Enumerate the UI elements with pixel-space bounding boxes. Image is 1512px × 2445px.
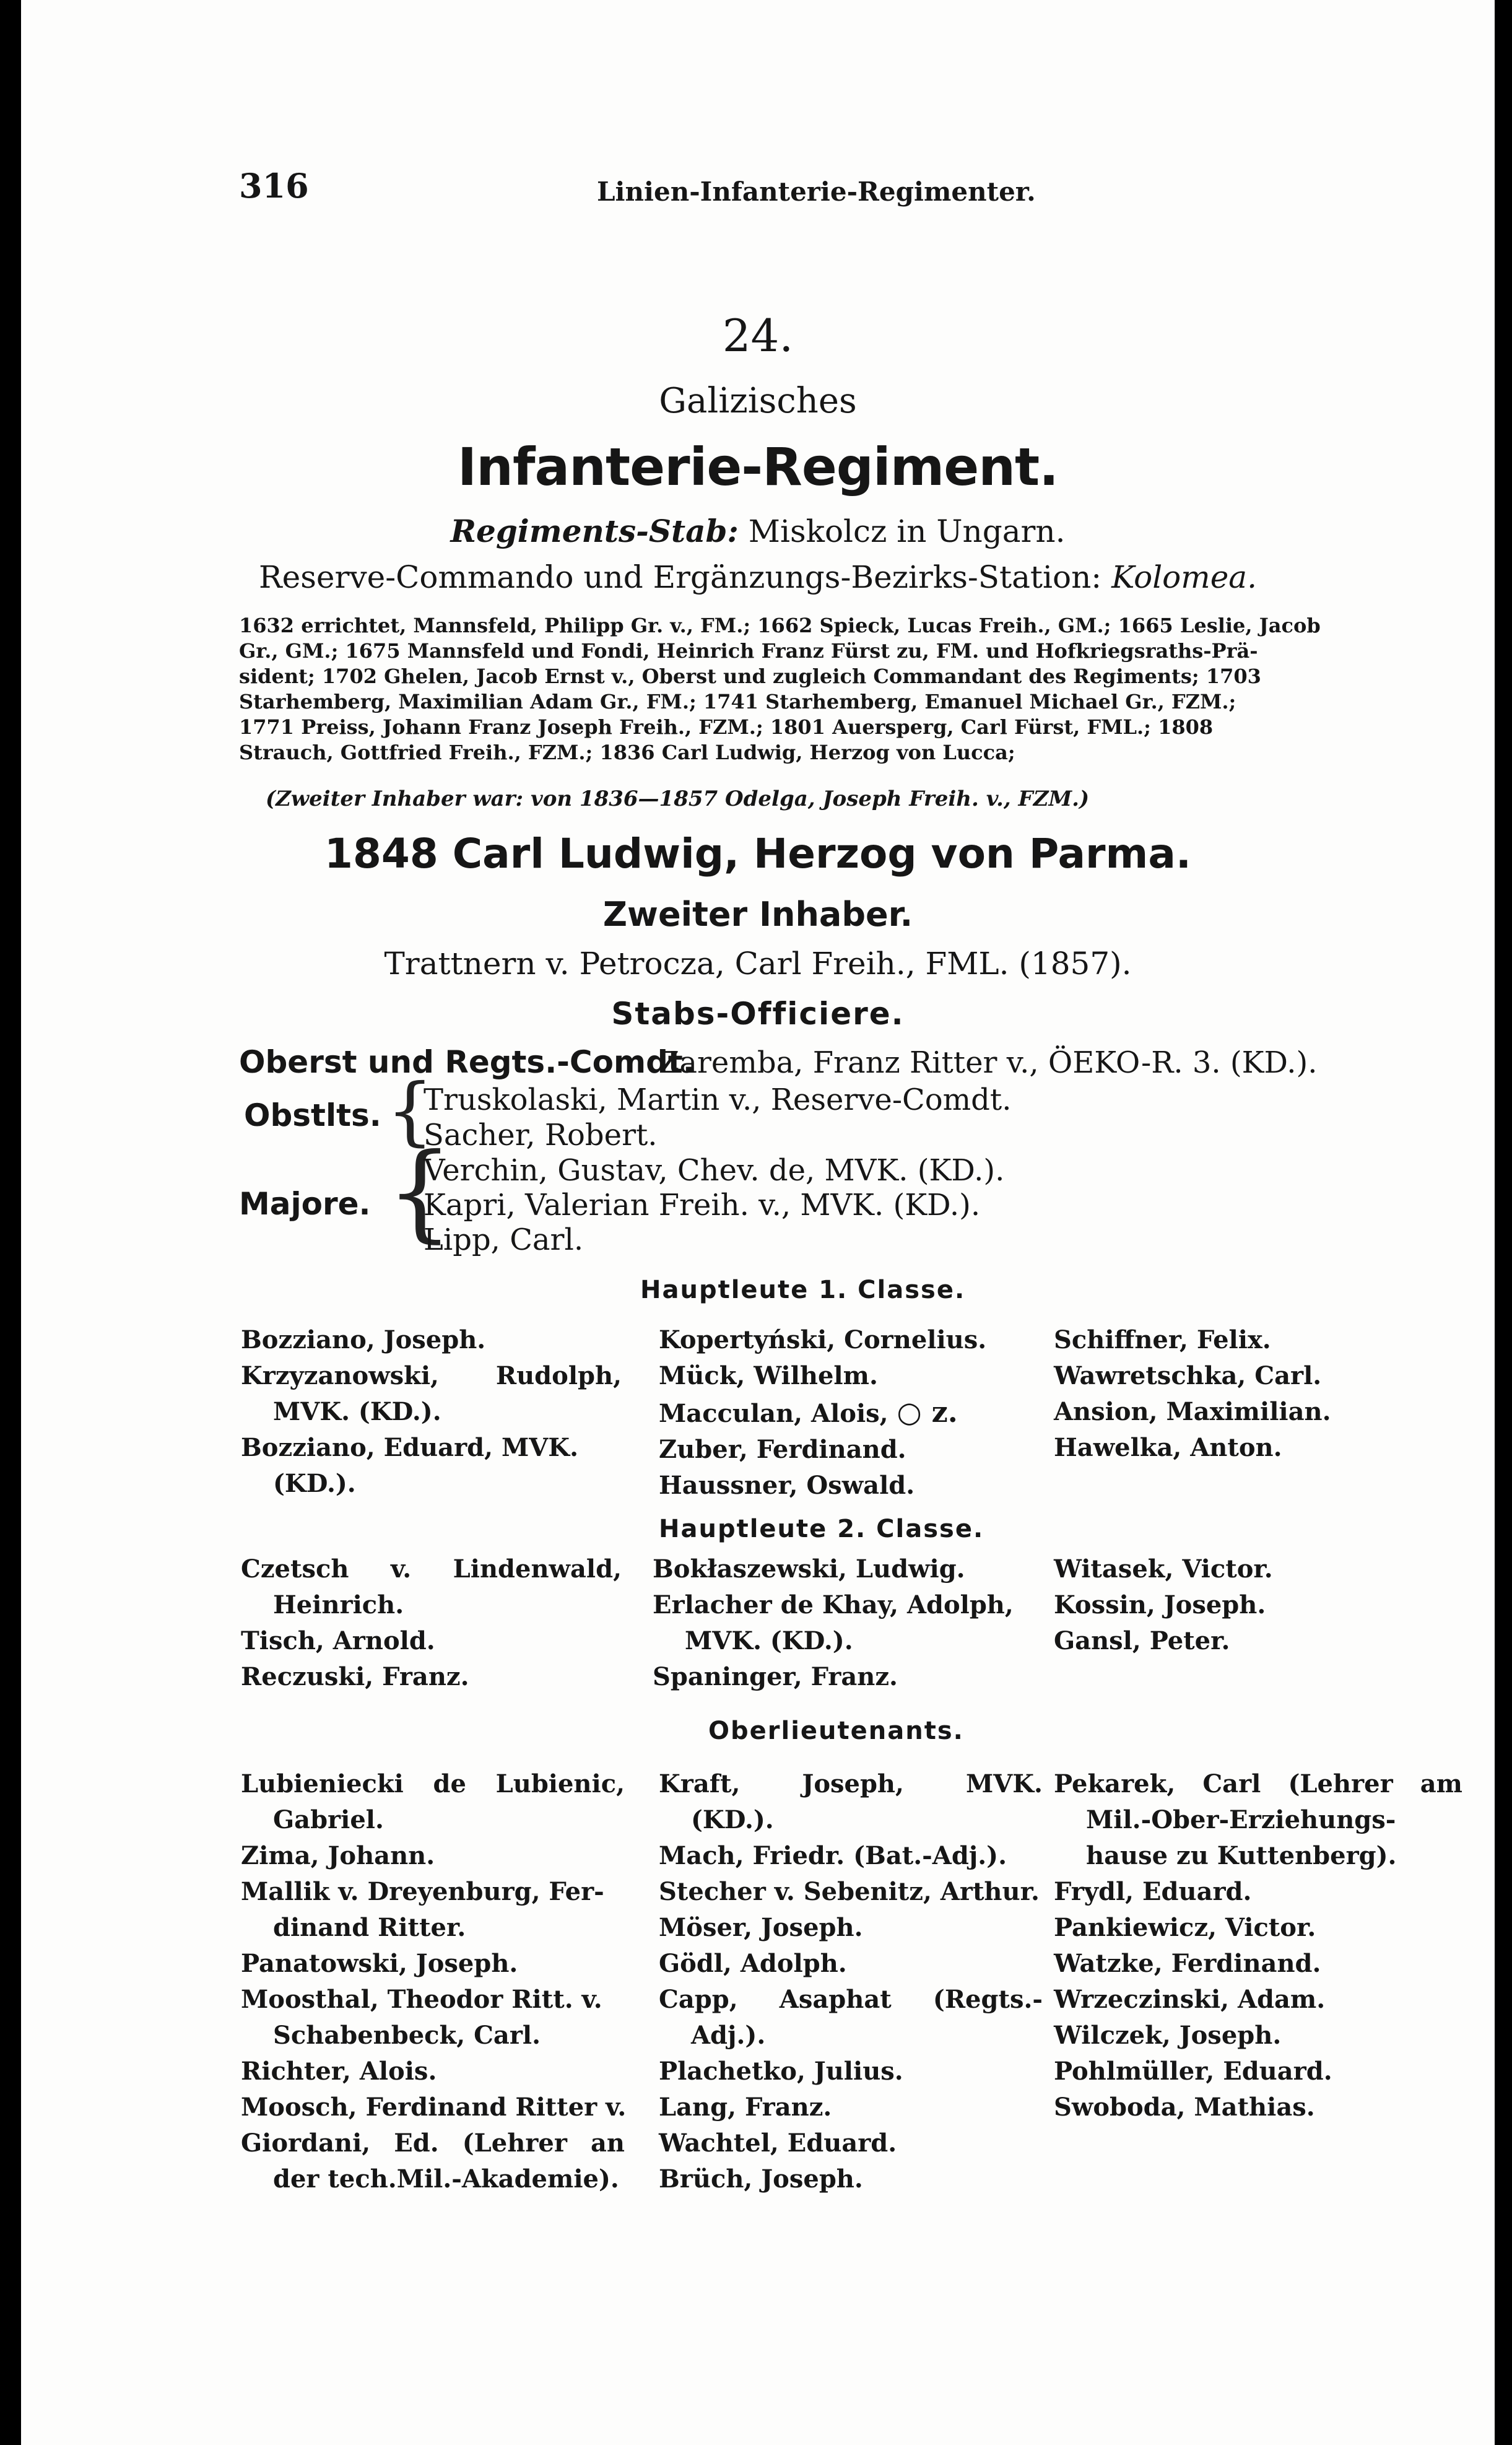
list-item: Spaninger, Franz. [653,1662,898,1691]
list-item: Plachetko, Julius. [659,2057,903,2086]
regiment-origin: Galizisches [659,381,857,421]
list-item-text: Macculan, Alois, [659,1399,889,1428]
list-item: Bokłaszewski, Ludwig. [653,1554,965,1584]
word: (Lehrer [462,2129,567,2158]
word: Carl [1202,1769,1261,1798]
list-item: Adj.). [691,2021,766,2050]
list-item: Hawelka, Anton. [1054,1433,1282,1462]
staff-location: Miskolcz in Ungarn. [748,513,1066,549]
list-item: Bozziano, Eduard, MVK. [241,1433,578,1462]
major-name: Kapri, Valerian Freih. v., MVK. (KD.). [424,1188,981,1222]
history-line: Gr., GM.; 1675 Mannsfeld und Fondi, Heinrich Franz Fürst zu, FM. und Hofkriegsraths-Prä- [239,639,1258,663]
word: Lubienic, [495,1769,625,1798]
reserve-label: Reserve-Commando und Ergänzungs-Bezirks-Station: [259,559,1102,595]
word: Ed. [394,2129,439,2158]
list-item: Reczuski, Franz. [241,1662,469,1691]
staff-officers-heading: Stabs-Officiere. [611,996,905,1032]
word: Pekarek, [1054,1769,1176,1798]
word: Capp, [659,1985,738,2014]
list-item: Swoboda, Mathias. [1054,2093,1315,2122]
history-line: sident; 1702 Ghelen, Jacob Ernst v., Oberst und zugleich Commandant des Regiments; 1703 [239,665,1261,688]
list-item: Erlacher de Khay, Adolph, [653,1590,1014,1619]
list-item [241,1358,622,1394]
list-item [1054,1766,1462,1802]
brace-icon: { [386,1068,434,1154]
regiment-owner: 1848 Carl Ludwig, Herzog von Parma. [324,830,1191,878]
list-item: Kossin, Joseph. [1054,1590,1266,1619]
major-name: Verchin, Gustav, Chev. de, MVK. (KD.). [424,1153,1005,1188]
scan-border-right [1495,0,1512,2445]
colonel-rank: Oberst und Regts.-Comdt. [239,1044,695,1080]
staff-label: Regiments-Stab: [450,513,739,549]
colonel-name: Zaremba, Franz Ritter v., ÖEKO-R. 3. (KD.). [659,1045,1318,1080]
list-item: Möser, Joseph. [659,1913,863,1942]
list-item: Witasek, Victor. [1054,1554,1273,1584]
list-item: Moosch, Ferdinand Ritter v. [241,2093,627,2122]
list-item: Kopertyński, Cornelius. [659,1325,987,1354]
list-item: Wilczek, Joseph. [1054,2021,1282,2050]
list-item: Schabenbeck, Carl. [273,2021,541,2050]
captains-2nd-class-heading: Hauptleute 2. Classe. [659,1515,984,1543]
list-item: Pankiewicz, Victor. [1054,1913,1316,1942]
list-item: dinand Ritter. [273,1913,466,1942]
second-owner-heading: Zweiter Inhaber. [602,895,913,934]
list-item: Wrzeczinski, Adam. [1054,1985,1326,2014]
list-item: Panatowski, Joseph. [241,1949,518,1978]
word: Lindenwald, [453,1554,622,1584]
captains-2-column-3 [1054,1551,1462,1659]
list-item: Pohlmüller, Eduard. [1054,2057,1332,2086]
history-line: 1771 Preiss, Johann Franz Joseph Freih., FZM.; 1801 Auersperg, Carl Fürst, FML.; 1808 [239,715,1214,739]
word: (Lehrer [1288,1769,1393,1798]
list-item: Mil.-Ober-Erziehungs- [1086,1805,1396,1834]
captains-2-column-1 [241,1551,622,1695]
word: Czetsch [241,1554,349,1584]
list-item: (KD.). [691,1805,774,1834]
list-item: Moosthal, Theodor Ritt. v. [241,1985,602,2014]
list-item: Gabriel. [273,1805,384,1834]
list-item: Schiffner, Felix. [1054,1325,1271,1354]
word: de [433,1769,466,1798]
list-item: Zima, Johann. [241,1841,435,1870]
brace-icon: { [386,1131,454,1253]
major-name: Lipp, Carl. [424,1222,584,1257]
list-item: Bozziano, Joseph. [241,1325,486,1354]
second-owner-name: Trattnern v. Petrocza, Carl Freih., FML. (1857). [384,946,1132,982]
running-title: Linien-Infanterie-Regimenter. [597,177,1036,207]
captains-1-column-1 [241,1322,622,1502]
list-item: Gödl, Adolph. [659,1949,847,1978]
list-item: Lang, Franz. [659,2093,832,2122]
history-line: Starhemberg, Maximilian Adam Gr., FM.; 1741 Starhemberg, Emanuel Michael Gr., FZM.; [239,690,1236,713]
regiment-number: 24. [722,310,794,362]
reserve-station-line [21,559,1495,595]
word: Joseph, [802,1769,904,1798]
history-line: Strauch, Gottfried Freih., FZM.; 1836 Carl Ludwig, Herzog von Lucca; [239,741,1015,764]
list-item: Stecher v. Sebenitz, Arthur. [659,1877,1040,1906]
regiment-staff-line [21,513,1495,549]
word: MVK. [965,1769,1043,1798]
word: Kraft, [659,1769,741,1798]
list-item [659,1766,1043,1802]
page-number: 316 [239,166,309,206]
regiment-type: Infanterie-Regiment. [457,437,1059,497]
majors-rank: Majore. [239,1186,371,1222]
word: v. [390,1554,412,1584]
list-item: Wawretschka, Carl. [1054,1361,1322,1390]
list-item: Wachtel, Eduard. [659,2129,897,2158]
list-item: Zuber, Ferdinand. [659,1435,906,1464]
lt-colonels-rank: Obstlts. [244,1097,381,1133]
list-item: der tech.Mil.-Akademie). [273,2164,619,2194]
scan-border-left [0,0,21,2445]
list-item: Richter, Alois. [241,2057,437,2086]
list-item: Mallik v. Dreyenburg, Fer- [241,1877,604,1906]
lt-colonel-name: Truskolaski, Martin v., Reserve-Comdt. [424,1083,1012,1117]
word: am [1420,1769,1462,1798]
captains-2-column-2 [653,1551,1043,1695]
word: Giordani, [241,2129,371,2158]
list-item [241,2125,625,2161]
first-lieutenants-column-3 [1054,1766,1462,2125]
list-item [659,1982,1043,2018]
list-item: Gansl, Peter. [1054,1626,1230,1655]
list-item: Mück, Wilhelm. [659,1361,878,1390]
second-owner-note: (Zweiter Inhaber war: von 1836—1857 Odelga, Joseph Freih. v., FZM.) [266,787,1090,811]
captains-1st-class-heading: Hauptleute 1. Classe. [640,1276,966,1304]
list-item: (KD.). [273,1469,356,1498]
list-item [241,1551,622,1587]
first-lieutenants-heading: Oberlieutenants. [708,1717,964,1745]
list-item: Heinrich. [273,1590,404,1619]
regiment-history [239,613,1415,765]
word: an [590,2129,625,2158]
first-lieutenants-column-1 [241,1766,625,2197]
word: Lubieniecki [241,1769,404,1798]
list-item: Haussner, Oswald. [659,1471,915,1500]
reserve-location: Kolomea. [1111,559,1257,595]
word: Krzyzanowski, [241,1361,439,1390]
captains-1-column-2 [659,1322,1043,1504]
list-item [241,1766,625,1802]
list-item: MVK. (KD.). [273,1397,441,1426]
first-lieutenants-column-2 [659,1766,1043,2197]
iron-crown-order-icon: ○ z. [897,1395,958,1429]
list-item: Frydl, Eduard. [1054,1877,1252,1906]
list-item [659,1394,1043,1432]
page [21,0,1495,2445]
list-item: hause zu Kuttenberg). [1086,1841,1397,1870]
word: Rudolph, [495,1361,622,1390]
list-item: Mach, Friedr. (Bat.-Adj.). [659,1841,1007,1870]
word: (Regts.- [932,1985,1043,2014]
list-item: Tisch, Arnold. [241,1626,435,1655]
list-item: Watzke, Ferdinand. [1054,1949,1321,1978]
list-item: Brüch, Joseph. [659,2164,863,2194]
captains-1-column-3 [1054,1322,1462,1466]
lt-colonel-name: Sacher, Robert. [424,1118,658,1153]
list-item: MVK. (KD.). [685,1626,853,1655]
word: Asaphat [779,1985,892,2014]
history-line: 1632 errichtet, Mannsfeld, Philipp Gr. v., FM.; 1662 Spieck, Lucas Freih., GM.; 1665 Leslie, Jacob [239,614,1321,637]
list-item: Ansion, Maximilian. [1054,1397,1331,1426]
